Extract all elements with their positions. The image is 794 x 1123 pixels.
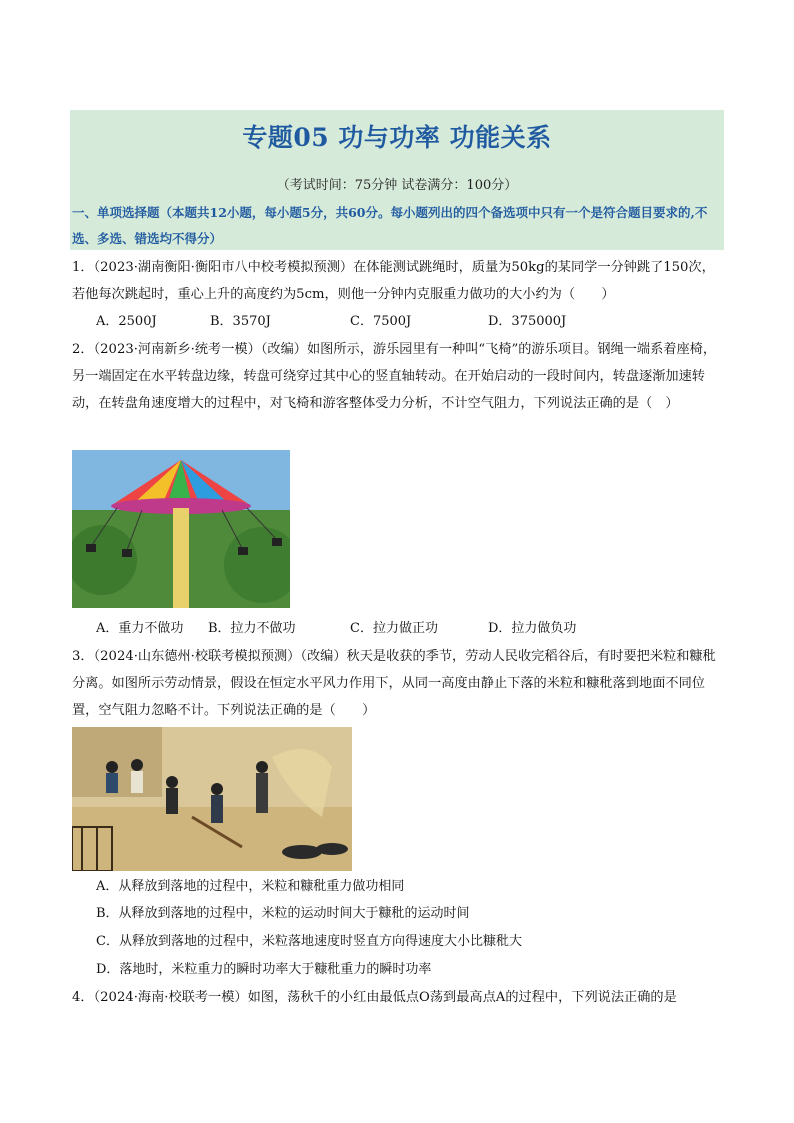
swing-ride-photo — [72, 450, 290, 608]
option-a: A．2500J — [96, 314, 157, 329]
question-3-stem: 3．（2024·山东德州·校联考模拟预测）（改编）秋天是收获的季节，劳动人民收完稻谷后，有时要把米粒和糠秕分离。如图所示劳动情景，假设在恒定水平风力作用下，从同一高度由静止下落的米粒和糠秕落到地面不同位置，空气阻力忽略不计。下列说法正确的是（ ） — [72, 649, 716, 718]
section-heading: 一、单项选择题（本题共12小题，每小题5分，共60分。每小题列出的四个备选项中只有一个是符合题目要求的,不选、多选、错选均不得分） — [72, 205, 708, 246]
option-c: C．7500J — [350, 314, 412, 329]
option-d: D．落地时，米粒重力的瞬时功率大于糠秕重力的瞬时功率 — [96, 962, 432, 977]
page-title: 专题05 功与功率 功能关系 — [242, 123, 552, 152]
option-b: B．3570J — [210, 314, 271, 329]
option-b: B．从释放到落地的过程中，米粒的运动时间大于糠秕的运动时间 — [96, 906, 470, 921]
option-c: C．从释放到落地的过程中，米粒落地速度时竖直方向得速度大小比糠秕大 — [96, 934, 522, 949]
question-2-stem: 2．（2023·河南新乡·统考一模）（改编）如图所示，游乐园里有一种叫“飞椅”的游乐项目。钢绳一端系着座椅，另一端固定在水平转盘边缘，转盘可绕穿过其中心的竖直轴转动。在开始启动的一段时间内，转盘逐渐加速转动，在转盘角速度增大的过程中，对飞椅和游客整体受力分析，不计空气阻力，下列说法正确的是（ ） — [72, 342, 717, 411]
question-4-stem: 4．（2024·海南·校联考一模）如图，荡秋千的小红由最低点O荡到最高点A的过程中，下列说法正确的是 — [72, 990, 677, 1005]
option-c: C．拉力做正功 — [350, 621, 438, 636]
option-a: A．重力不做功 — [96, 621, 184, 636]
option-d: D．375000J — [488, 314, 567, 329]
option-d: D．拉力做负功 — [488, 621, 577, 636]
option-a: A．从释放到落地的过程中，米粒和糠秕重力做功相同 — [96, 879, 405, 894]
exam-info: （考试时间：75分钟 试卷满分：100分） — [276, 178, 518, 193]
question-1-stem: 1．（2023·湖南衡阳·衡阳市八中校考模拟预测）在体能测试跳绳时，质量为50kg的某同学一分钟跳了150次，若他每次跳起时，重心上升的高度约为5cm，则他一分钟内克服重力做功的大小约为（ ） — [72, 260, 715, 302]
threshing-painting — [72, 727, 352, 871]
option-b: B．拉力不做功 — [208, 621, 296, 636]
